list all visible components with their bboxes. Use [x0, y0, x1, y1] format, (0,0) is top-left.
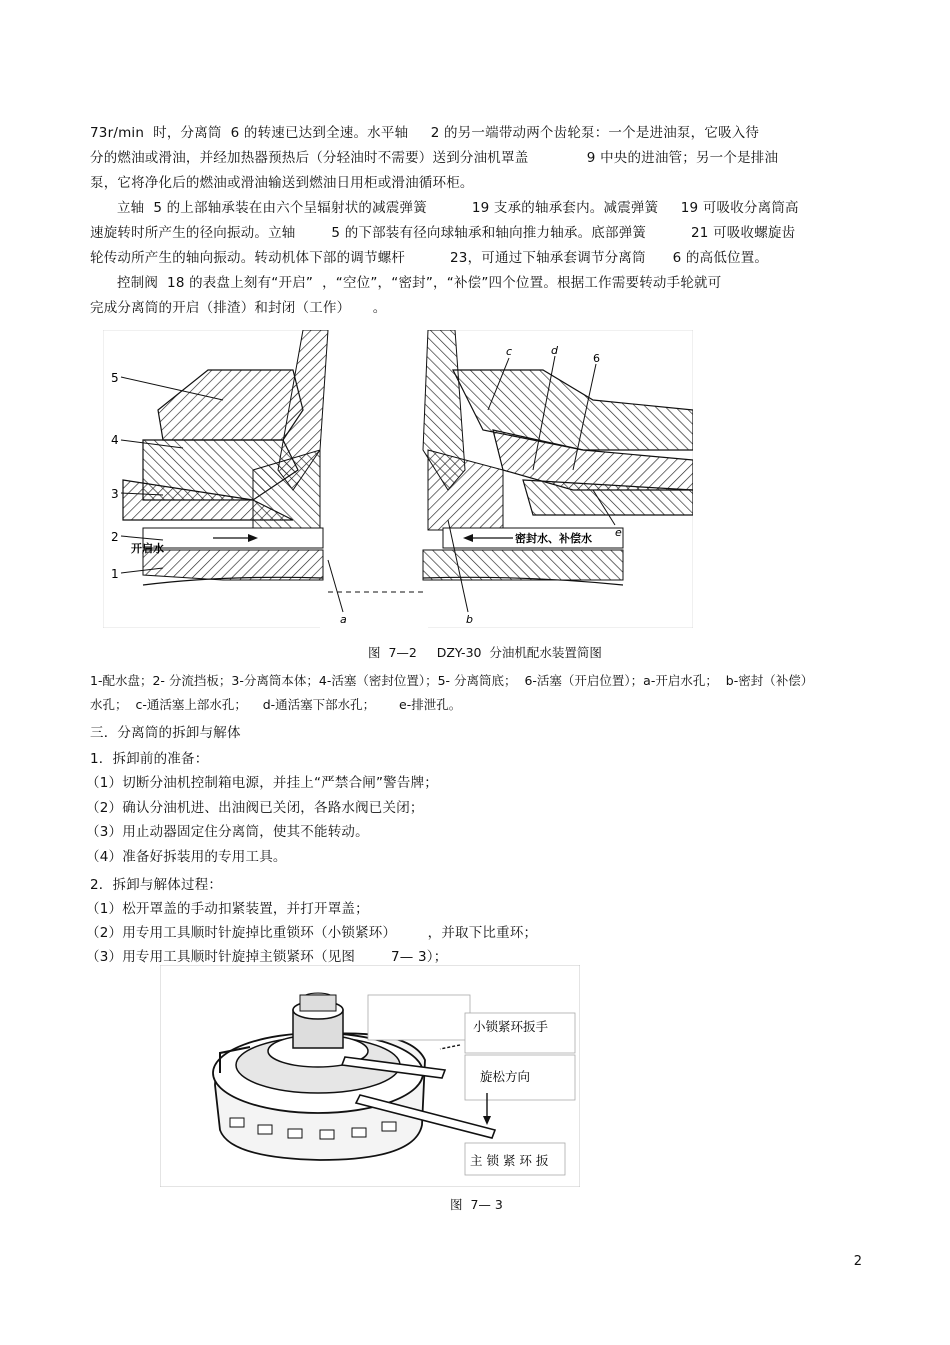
- fig1-seal-water-label: 密封水、补偿水: [515, 532, 592, 545]
- prep-step-2: （2）确认分油机进、出油阀已关闭，各路水阀已关闭；: [86, 800, 424, 816]
- para-line-2: 分的燃油或滑油，并经加热器预热后（分轻油时不需要）送到分油机罩盖 9 中央的进油管；另一个是排油: [90, 150, 779, 166]
- section-title: 三．分离筒的拆卸与解体: [90, 725, 241, 741]
- fig2-main-wrench-label: 主 锁 紧 环 扳: [470, 1153, 549, 1168]
- dis-step-1: （1）松开罩盖的手动扣紧装置，并打开罩盖；: [86, 901, 369, 917]
- figure-7-2-diagram: [103, 330, 693, 628]
- para-line-1: 73r/min 时，分离筒 6 的转速已达到全速。水平轴 2 的另一端带动两个齿轮泵：一个是进油泵，它吸入待: [90, 125, 760, 141]
- figure-7-3-illustration: [160, 965, 580, 1187]
- fig1-label-d: d: [551, 344, 558, 357]
- prep-step-3: （3）用止动器固定住分离筒，使其不能转动。: [86, 824, 369, 840]
- fig1-label-e: e: [615, 526, 622, 539]
- figure-7-2-caption: 图 7—2 DZY-30 分油机配水装置简图: [368, 645, 602, 660]
- fig1-label-4: 4: [111, 433, 119, 447]
- subsection-1-title: 1．拆卸前的准备：: [90, 751, 209, 767]
- fig1-label-2: 2: [111, 530, 119, 544]
- para-line-6: 轮传动所产生的轴向振动。转动机体下部的调节螺杆 23，可通过下轴承套调节分离筒 6 的高低位置。: [90, 250, 769, 266]
- fig1-label-c: c: [506, 345, 513, 358]
- para-line-5: 速旋转时所产生的径向振动。立轴 5 的下部装有径向球轴承和轴向推力轴承。底部弹簧 21 可吸收螺旋齿: [90, 225, 796, 241]
- legend-line-1: 1-配水盘；2- 分流挡板；3-分离筒本体；4-活塞（密封位置）；5- 分离筒底； 6-活塞（开启位置）；a-开启水孔； b-密封（补偿）: [90, 673, 814, 688]
- subsection-2-title: 2．拆卸与解体过程：: [90, 877, 223, 893]
- legend-line-2: 水孔； c-通活塞上部水孔； d-通活塞下部水孔； e-排泄孔。: [90, 697, 462, 712]
- fig1-label-3: 3: [111, 487, 119, 501]
- fig1-label-a: a: [340, 613, 347, 626]
- fig2-small-wrench-label: 小锁紧环扳手: [473, 1019, 549, 1034]
- fig1-open-water-label: 开启水: [131, 542, 164, 555]
- dis-step-3: （3）用专用工具顺时针旋掉主锁紧环（见图 7— 3）；: [86, 949, 448, 965]
- fig1-label-b: b: [466, 613, 473, 626]
- fig1-label-6: 6: [593, 352, 600, 365]
- para-line-8: 完成分离筒的开启（排渣）和封闭（工作） 。: [90, 300, 387, 316]
- para-line-7: 控制阀 18 的表盘上刻有“开启” ，“空位”，“密封”，“补偿”四个位置。根据工作需要转动手轮就可: [90, 275, 722, 291]
- fig1-label-5: 5: [111, 371, 119, 385]
- fig1-label-1: 1: [111, 567, 119, 581]
- figure-7-3-caption: 图 7— 3: [450, 1197, 503, 1212]
- prep-step-4: （4）准备好拆装用的专用工具。: [86, 849, 287, 865]
- prep-step-1: （1）切断分油机控制箱电源，并挂上“严禁合闸”警告牌；: [86, 775, 438, 791]
- para-line-3: 泵，它将净化后的燃油或滑油输送到燃油日用柜或滑油循环柜。: [90, 175, 474, 191]
- dis-step-2: （2）用专用工具顺时针旋掉比重锁环（小锁紧环） ，并取下比重环；: [86, 925, 538, 941]
- page-number: 2: [853, 1254, 862, 1269]
- para-line-4: 立轴 5 的上部轴承装在由六个呈辐射状的减震弹簧 19 支承的轴承套内。减震弹簧 19 可吸收分离筒高: [90, 200, 799, 216]
- fig2-loosen-direction-label: 旋松方向: [480, 1069, 531, 1084]
